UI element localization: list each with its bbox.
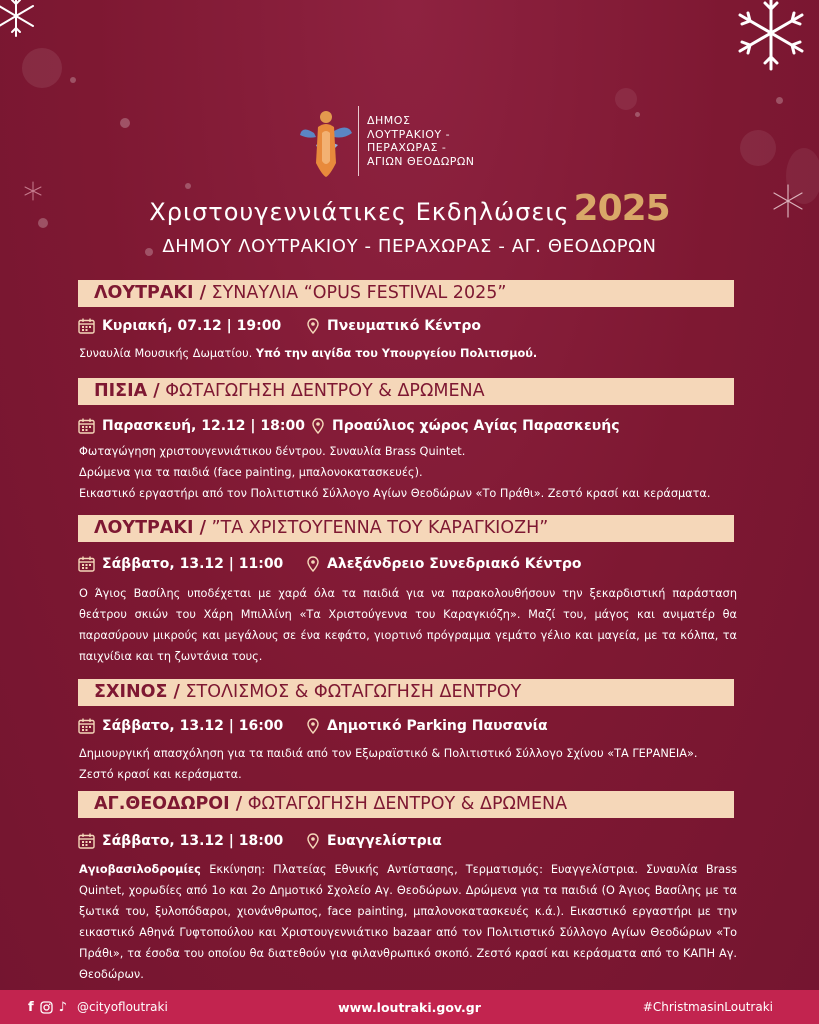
event-name: ”ΤΑ ΧΡΙΣΤΟΥΓΕΝΝΑ ΤΟΥ ΚΑΡΑΓΚΙΟΖΗ”	[211, 518, 549, 538]
event-date: Παρασκευή, 12.12 | 18:00	[102, 418, 305, 434]
event-name: ΣΥΝΑΥΛΙΑ “OPUS FESTIVAL 2025”	[211, 283, 507, 303]
logo-line: ΔΗΜΟΣ	[367, 114, 411, 127]
bokeh-light	[776, 97, 783, 104]
event-venue: Προαύλιος χώρος Αγίας Παρασκευής	[332, 418, 620, 434]
tiktok-icon[interactable]: ♪	[58, 999, 67, 1015]
event-place: ΣΧΙΝΟΣ /	[94, 682, 180, 702]
logo-line: ΛΟΥΤΡΑΚΙΟΥ -	[367, 127, 451, 141]
website-link[interactable]: www.loutraki.gov.gr	[338, 999, 481, 1015]
social-handle[interactable]: @cityofloutraki	[76, 1000, 168, 1014]
logo-line: ΑΓΙΩΝ ΘΕΟΔΩΡΩΝ	[367, 154, 475, 168]
calendar-icon	[78, 556, 95, 572]
event-description	[79, 343, 737, 364]
logo-separator	[358, 106, 359, 176]
location-pin-icon	[312, 418, 324, 434]
description-text: Εκκίνηση: Πλατείας Εθνικής Αντίστασης, Τερματισμός: Ευαγγελίστρια. Συναυλία Brass Quintet, χορωδίες από 1ο και 2ο Δημοτικό Σχολείο Αγ. Θεοδώρων. Δρώμενα για τα παιδιά (Ο Άγιος Βασίλης με τα ξωτικά του, ξυλοπόδαροι, χιονάνθρωπος, face painting, μπαλονοκατασκευές κ.ά.). Εικαστικό εργαστήρι με την εικαστικό Αθηνά Γυφτοπούλου και Χριστουγεννιάτικο bazaar από τον Πολιτιστικό Σύλλογο Αγίων Θεοδώρων «Το Πράθι», τα έσοδα του οποίου θα διατεθούν για φιλανθρωπικό σκοπό. Ζεστό κρασί και κεράσματα από το ΚΑΠΗ Αγ. Θεοδώρων.	[79, 863, 737, 981]
event-description: Ο Άγιος Βασίλης υποδέχεται με χαρά όλα τα παιδιά για να παρακολουθήσουν την ξεκαρδιστική παράσταση θεάτρου σκιών του Χάρη Μπιλλίνη «Τα Χριστούγεννα του Καραγκιόζη». Μαζί του, μάγος και ανιματέρ θα παρασύρουν μικρούς και μεγάλους σε ένα κεφάτο, γιορτινό πρόγραμμα γεμάτο γέλιο και μαγεία, με τα κόλπα, τα παιχνίδια και τη ζωντάνια τους.	[79, 587, 737, 663]
page-title	[0, 188, 819, 229]
location-pin-icon	[307, 556, 319, 572]
logo-text	[367, 114, 475, 168]
event-date: Σάββατο, 13.12 | 11:00	[102, 556, 284, 572]
event-header	[78, 515, 734, 542]
calendar-icon	[78, 833, 95, 849]
bokeh-light	[22, 48, 62, 88]
page-subtitle: ΔΗΜΟΥ ΛΟΥΤΡΑΚΙΟΥ - ΠΕΡΑΧΩΡΑΣ - ΑΓ. ΘΕΟΔΩΡΩΝ	[162, 236, 657, 257]
bokeh-light	[615, 88, 637, 110]
event-place: ΛΟΥΤΡΑΚΙ /	[94, 283, 206, 303]
event-venue: Ευαγγελίστρια	[327, 833, 442, 849]
municipality-logo	[296, 103, 546, 179]
location-pin-icon	[307, 833, 319, 849]
event-description	[79, 743, 737, 785]
event-venue: Δημοτικό Parking Παυσανία	[327, 718, 548, 734]
event-meta	[78, 830, 442, 852]
calendar-icon	[78, 318, 95, 334]
location-pin-icon	[307, 718, 319, 734]
event-venue: Πνευματικό Κέντρο	[327, 318, 481, 334]
description-bold: Αγιοβασιλοδρομίες	[79, 863, 210, 876]
event-place: ΠΙΣΙΑ /	[94, 381, 160, 401]
event-place: ΛΟΥΤΡΑΚΙ /	[94, 518, 206, 538]
event-header	[78, 378, 734, 405]
description-line: Εικαστικό εργαστήρι από τον Πολιτιστικό Σύλλογο Αγίων Θεοδώρων «Το Πράθι». Ζεστό κρασί και κεράσματα.	[79, 487, 711, 500]
event-place: ΑΓ.ΘΕΟΔΩΡΟΙ /	[94, 794, 243, 814]
bokeh-light	[635, 112, 640, 117]
facebook-icon[interactable]: f	[28, 999, 34, 1015]
event-meta	[78, 553, 582, 575]
event-description	[79, 859, 737, 985]
title-text: Χριστουγεννιάτικες Εκδηλώσεις	[149, 198, 570, 226]
snowflake-icon	[729, 0, 813, 72]
event-meta	[78, 315, 481, 337]
description-line: Δημιουργική απασχόληση για τα παιδιά από τον Εξωραϊστικό & Πολιτιστικό Σύλλογο Σχίνου «ΤΑ ΓΕΡΑΝΕΙΑ».	[79, 747, 698, 760]
description-line: Ζεστό κρασί και κεράσματα.	[79, 768, 242, 781]
logo-line: ΠΕΡΑΧΩΡΑΣ -	[367, 141, 447, 154]
event-date: Σάββατο, 13.12 | 18:00	[102, 833, 284, 849]
description-line: Δρώμενα για τα παιδιά (face painting, μπαλονοκατασκευές).	[79, 466, 423, 479]
event-name: ΣΤΟΛΙΣΜΟΣ & ΦΩΤΑΓΩΓΗΣΗ ΔΕΝΤΡΟΥ	[185, 682, 522, 702]
location-pin-icon	[307, 318, 319, 334]
event-date: Κυριακή, 07.12 | 19:00	[102, 318, 282, 334]
hashtag: #ChristmasinLoutraki	[642, 1000, 773, 1014]
event-date: Σάββατο, 13.12 | 16:00	[102, 718, 284, 734]
calendar-icon	[78, 418, 95, 434]
event-header	[78, 791, 734, 818]
event-description	[79, 441, 737, 504]
event-name: ΦΩΤΑΓΩΓΗΣΗ ΔΕΝΤΡΟΥ & ΔΡΩΜΕΝΑ	[247, 794, 568, 814]
snowflake-icon	[0, 0, 38, 38]
goddess-emblem-icon	[296, 103, 354, 179]
title-year: 2025	[573, 188, 670, 229]
event-meta	[78, 715, 548, 737]
footer	[0, 990, 819, 1024]
description-line: Φωταγώγηση χριστουγεννιάτικου δέντρου. Συναυλία Brass Quintet.	[79, 445, 466, 458]
bokeh-light	[120, 118, 130, 128]
event-header	[78, 280, 734, 307]
event-header	[78, 679, 734, 706]
event-name: ΦΩΤΑΓΩΓΗΣΗ ΔΕΝΤΡΟΥ & ΔΡΩΜΕΝΑ	[165, 381, 485, 401]
event-meta	[78, 415, 620, 437]
bokeh-light	[70, 77, 76, 83]
event-venue: Αλεξάνδρειο Συνεδριακό Κέντρο	[327, 556, 582, 572]
calendar-icon	[78, 718, 95, 734]
description-text: Συναυλία Μουσικής Δωματίου.	[79, 347, 256, 360]
bokeh-light	[740, 130, 776, 166]
description-bold: Υπό την αιγίδα του Υπουργείου Πολιτισμού.	[255, 347, 538, 360]
